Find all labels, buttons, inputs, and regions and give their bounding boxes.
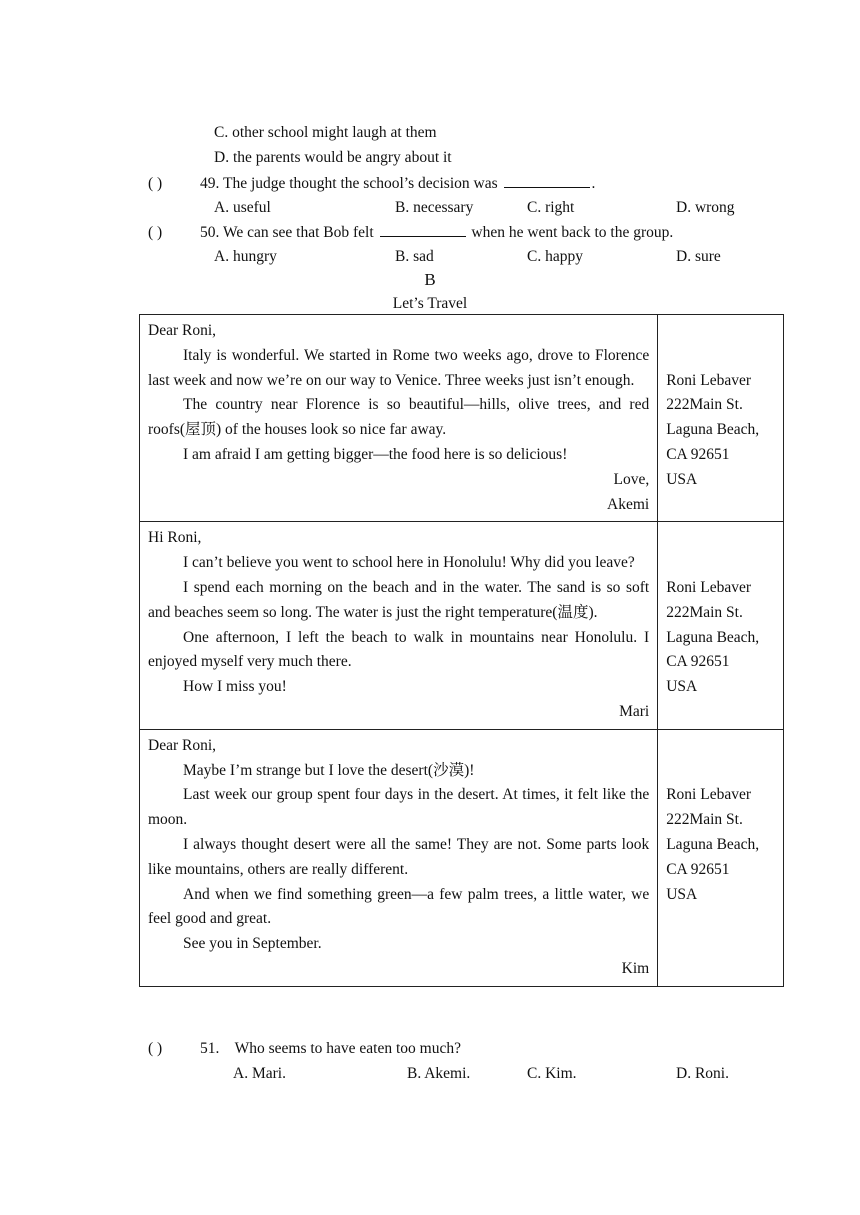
letter-greeting: Dear Roni,	[148, 736, 217, 754]
letter-body	[140, 522, 658, 729]
question-51-stem: 51. Who seems to have eaten too much?	[200, 1040, 461, 1057]
letter-body	[140, 729, 658, 986]
address-cell	[658, 729, 784, 986]
letter-row-akemi	[140, 315, 784, 522]
letter-paragraph: One afternoon, I left the beach to walk in mountains near Honolulu. I enjoyed myself very much there.	[148, 628, 650, 671]
letter-paragraph: I always thought desert were all the same! They are not. Some parts look like mountains, others are really different.	[148, 835, 650, 878]
address-line: USA	[666, 678, 698, 696]
q50-option-d: D. sure	[676, 248, 721, 265]
letter-paragraph: I can’t believe you went to school here in Honolulu! Why did you leave?	[183, 554, 635, 572]
address-line: Roni Lebaver	[666, 786, 752, 804]
letter-paragraph: Maybe I’m strange but I love the desert(沙漠)!	[183, 761, 475, 779]
question-49-stem: 49. The judge thought the school’s decision was	[200, 175, 498, 192]
letter-paragraph: Italy is wonderful. We started in Rome two weeks ago, drove to Florence last week and now we’re on our way to Venice. Three weeks just isn’t enough.	[148, 346, 650, 389]
section-letter: B	[424, 270, 436, 289]
answer-blank	[504, 173, 590, 188]
address-line: CA 92651	[666, 653, 730, 671]
address-line: Roni Lebaver	[666, 371, 752, 389]
address-line: Laguna Beach,	[666, 628, 760, 646]
address-line: USA	[666, 885, 698, 903]
question-50-stem-end: when he went back to the group.	[471, 224, 674, 241]
letter-paragraph: And when we find something green—a few palm trees, a little water, we feel good and great.	[148, 885, 650, 928]
answer-paren: ( )	[148, 175, 163, 192]
letter-paragraph: I spend each morning on the beach and in the water. The sand is so soft and beaches seem so long. The water is just the right temperature(温度).	[148, 578, 650, 621]
letter-greeting: Hi Roni,	[148, 529, 202, 547]
letter-closing: Love,	[613, 470, 650, 488]
address-line: USA	[666, 470, 698, 488]
q49-option-d: D. wrong	[676, 199, 735, 216]
question-50-stem: 50. We can see that Bob felt	[200, 224, 374, 241]
letter-body	[140, 315, 658, 522]
address-line: Laguna Beach,	[666, 835, 760, 853]
q49-option-b: B. necessary	[395, 199, 474, 216]
question-49	[148, 173, 595, 194]
q50-option-b: B. sad	[395, 248, 434, 265]
letter-signature: Kim	[621, 959, 650, 977]
question-50	[148, 222, 673, 243]
question-51	[148, 1039, 461, 1059]
letter-signature: Akemi	[607, 495, 650, 513]
q50-option-c: C. happy	[527, 248, 583, 265]
address-cell	[658, 315, 784, 522]
address-line: CA 92651	[666, 445, 730, 463]
address-line: CA 92651	[666, 860, 730, 878]
q51-option-a: A. Mari.	[233, 1065, 286, 1082]
address-line: Roni Lebaver	[666, 578, 752, 596]
section-title: Let’s Travel	[392, 295, 468, 312]
answer-paren: ( )	[148, 224, 163, 241]
address-line: 222Main St.	[666, 603, 743, 621]
letter-paragraph: I am afraid I am getting bigger—the food here is so delicious!	[183, 445, 568, 463]
option-c-previous: C. other school might laugh at them	[214, 124, 437, 141]
q50-option-a: A. hungry	[214, 248, 277, 265]
letter-paragraph: Last week our group spent four days in the desert. At times, it felt like the moon.	[148, 786, 650, 829]
letter-row-kim	[140, 729, 784, 986]
address-line: Laguna Beach,	[666, 421, 760, 439]
letters-table	[139, 314, 784, 987]
letter-paragraph: See you in September.	[183, 935, 322, 953]
q51-option-b: B. Akemi.	[407, 1065, 471, 1082]
letter-paragraph: The country near Florence is so beautiful—hills, olive trees, and red roofs(屋顶) of the houses look so nice far away.	[148, 396, 650, 439]
address-line: 222Main St.	[666, 811, 743, 829]
q51-option-d: D. Roni.	[676, 1065, 729, 1082]
letter-signature: Mari	[619, 702, 650, 720]
address-cell	[658, 522, 784, 729]
letter-row-mari	[140, 522, 784, 729]
question-49-stem-end: .	[591, 175, 596, 192]
option-d-previous: D. the parents would be angry about it	[214, 149, 452, 166]
answer-paren: ( )	[148, 1040, 163, 1057]
address-line: 222Main St.	[666, 396, 743, 414]
answer-blank	[380, 222, 466, 237]
q49-option-a: A. useful	[214, 199, 271, 216]
letter-paragraph: How I miss you!	[183, 678, 287, 696]
letter-greeting: Dear Roni,	[148, 322, 217, 339]
q49-option-c: C. right	[527, 199, 575, 216]
q51-option-c: C. Kim.	[527, 1065, 577, 1082]
